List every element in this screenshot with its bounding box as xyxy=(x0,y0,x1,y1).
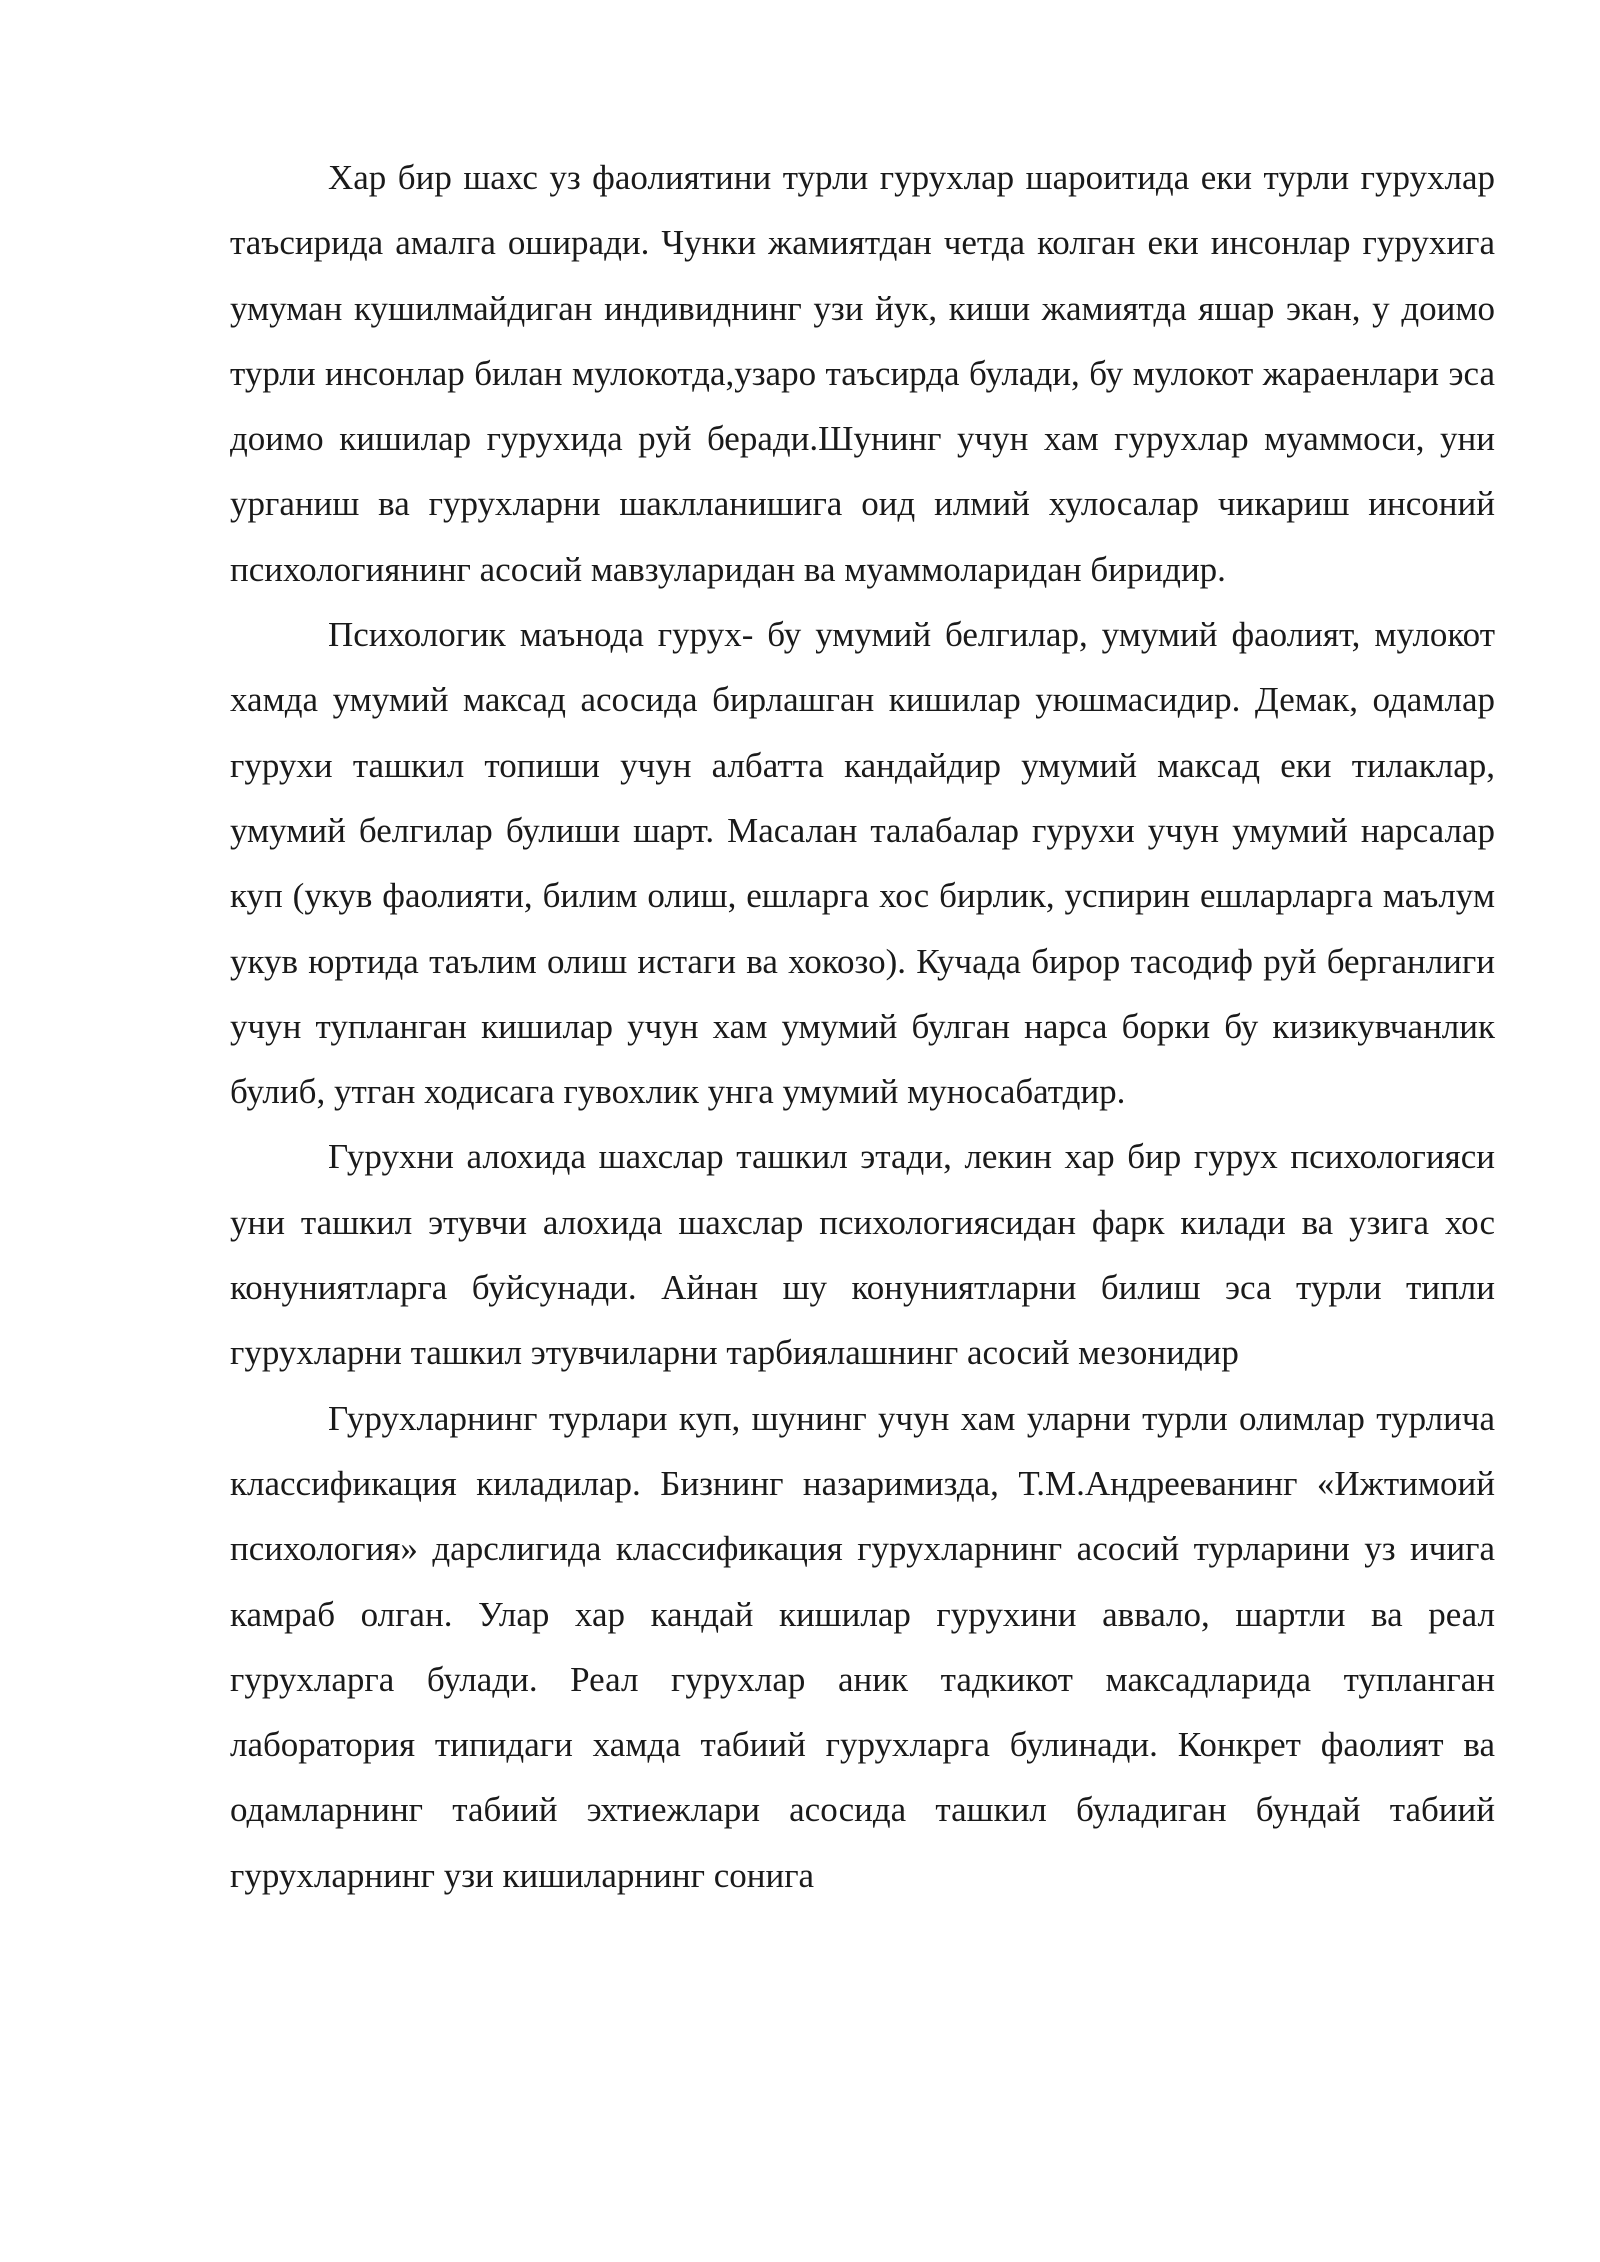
document-body xyxy=(230,145,1495,1908)
paragraph-1: Хар бир шахс уз фаолиятини турли гурухлар шароитида еки турли гурухлар таъсирида амалга оширади. Чунки жамиятдан четда колган еки инсонлар гурухига умуман кушилмайдиган индивиднинг узи йук, киши жамиятда яшар экан, у доимо турли инсонлар билан мулокотда,узаро таъсирда булади, бу мулокот жараенлари эса доимо кишилар гурухида руй беради.Шунинг учун хам гурухлар муаммоси, уни урганиш ва гурухларни шаклланишига оид илмий хулосалар чикариш инсоний психологиянинг асосий мавзуларидан ва муаммоларидан биридир. xyxy=(230,158,1495,589)
paragraph-4: Гурухларнинг турлари куп, шунинг учун хам уларни турли олимлар турлича классификация киладилар. Бизнинг назаримизда, Т.М.Андрееванинг «Ижтимоий психология» дарслигида классификация гурухларнинг асосий турларини уз ичига камраб олган. Улар хар кандай кишилар гурухини аввало, шартли ва реал гурухларга булади. Реал гурухлар аник тадкикот максадларида тупланган лаборатория типидаги хамда табиий гурухларга булинади. Конкрет фаолият ва одамларнинг табиий эхтиежлари асосида ташкил буладиган бундай табиий гурухларнинг узи кишиларнинг сонига xyxy=(230,1398,1495,1895)
paragraph-3: Гурухни алохида шахслар ташкил этади, лекин хар бир гурух психологияси уни ташкил этувчи алохида шахслар психологиясидан фарк килади ва узига хос конуниятларга буйсунади. Айнан шу конуниятларни билиш эса турли типли гурухларни ташкил этувчиларни тарбиялашнинг асосий мезонидир xyxy=(230,1137,1495,1373)
paragraph-2: Психологик маънода гурух- бу умумий белгилар, умумий фаолият, мулокот хамда умумий максад асосида бирлашган кишилар уюшмасидир. Демак, одамлар гурухи ташкил топиши учун албатта кандайдир умумий максад еки тилаклар, умумий белгилар булиши шарт. Масалан талабалар гурухи учун умумий нарсалар куп (укув фаолияти, билим олиш, ешларга хос бирлик, успирин ешларларга маълум укув юртида таълим олиш истаги ва хокозо). Кучада бирор тасодиф руй берганлиги учун тупланган кишилар учун хам умумий булган нарса борки бу кизикувчанлик булиб, утган ходисага гувохлик унга умумий муносабатдир. xyxy=(230,615,1495,1112)
